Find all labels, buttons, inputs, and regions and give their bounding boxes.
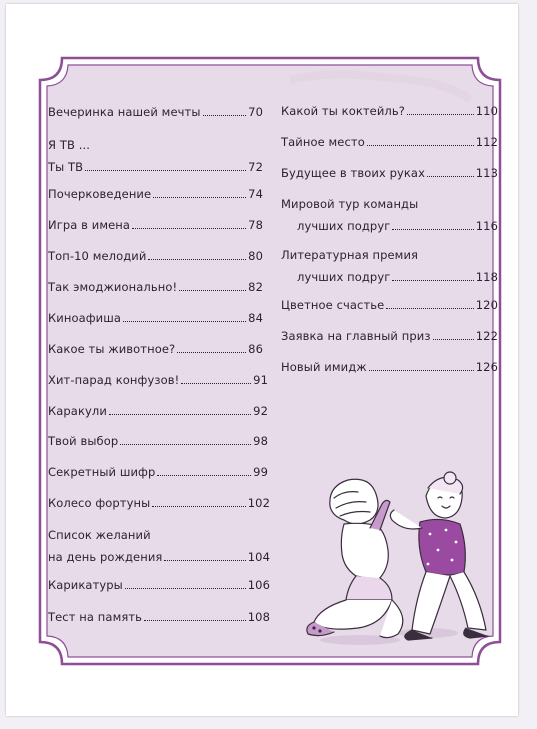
entry-page: 74	[248, 187, 263, 201]
entry-page: 112	[475, 135, 498, 149]
entry-title: на день рождения	[48, 550, 163, 564]
entry-title: лучших подруг	[297, 219, 391, 233]
entry-title: Каракули	[48, 404, 107, 418]
entry-title-line1: Список желаний	[48, 528, 151, 542]
entry-page: 108	[247, 610, 270, 624]
toc-entry[interactable]	[281, 196, 498, 234]
entry-title-line1: Я ТВ ...	[48, 138, 90, 152]
entry-page: 102	[247, 496, 270, 510]
entry-title: лучших подруг	[297, 270, 391, 284]
entry-title: Секретный шифр	[48, 465, 156, 479]
toc-entry[interactable]	[281, 297, 498, 313]
entry-title: Колесо фортуны	[48, 496, 151, 510]
entry-title: Цветное счастье	[281, 298, 385, 312]
entry-page: 106	[247, 578, 270, 592]
entry-page: 72	[248, 160, 263, 174]
toc-entry[interactable]	[281, 247, 498, 285]
entry-title: Киноафиша	[48, 311, 122, 325]
entry-page: 84	[248, 311, 263, 325]
entry-title: Почерковедение	[48, 187, 152, 201]
entry-title: Тайное место	[281, 135, 365, 149]
entry-title: Так эмоджионально!	[48, 280, 178, 294]
entry-title: Топ-10 мелодий	[48, 249, 147, 263]
entry-title: Тест на память	[48, 610, 143, 624]
toc-entry[interactable]	[281, 359, 498, 375]
girls-hair-brushing-illustration	[300, 468, 490, 658]
entry-page: 91	[253, 373, 268, 387]
toc-entry[interactable]	[281, 165, 498, 181]
entry-page: 116	[475, 219, 498, 233]
entry-title: Какой ты коктейль?	[281, 104, 405, 118]
toc-entry[interactable]	[281, 134, 498, 150]
toc-entry[interactable]	[281, 103, 498, 119]
entry-title-line1: Литературная премия	[281, 248, 419, 262]
entry-page: 86	[248, 342, 263, 356]
entry-title: Игра в имена	[48, 218, 131, 232]
toc-entry[interactable]	[281, 328, 498, 344]
entry-title: Хит-парад конфузов!	[48, 373, 180, 387]
entry-page: 80	[248, 249, 263, 263]
entry-title: Твой выбор	[48, 434, 119, 448]
entry-page: 104	[247, 550, 270, 564]
entry-title: Заявка на главный приз	[281, 329, 431, 343]
entry-title: Какое ты животное?	[48, 342, 176, 356]
entry-page: 122	[475, 329, 498, 343]
entry-title: Вечеринка нашей мечты	[48, 105, 201, 119]
entry-title: Карикатуры	[48, 578, 123, 592]
entry-page: 120	[475, 298, 498, 312]
entry-page: 92	[253, 404, 268, 418]
entry-page: 126	[475, 360, 498, 374]
entry-title: Будущее в твоих руках	[281, 166, 425, 180]
entry-page: 113	[475, 166, 498, 180]
entry-title: Новый имидж	[281, 360, 367, 374]
entry-page: 99	[253, 465, 268, 479]
entry-page: 110	[475, 104, 498, 118]
entry-page: 82	[248, 280, 263, 294]
entry-page: 70	[248, 105, 263, 119]
entry-title: Ты ТВ	[48, 160, 84, 174]
entry-page: 98	[253, 434, 268, 448]
entry-page: 78	[248, 218, 263, 232]
entry-page: 118	[475, 270, 498, 284]
entry-title-line1: Мировой тур команды	[281, 197, 419, 211]
